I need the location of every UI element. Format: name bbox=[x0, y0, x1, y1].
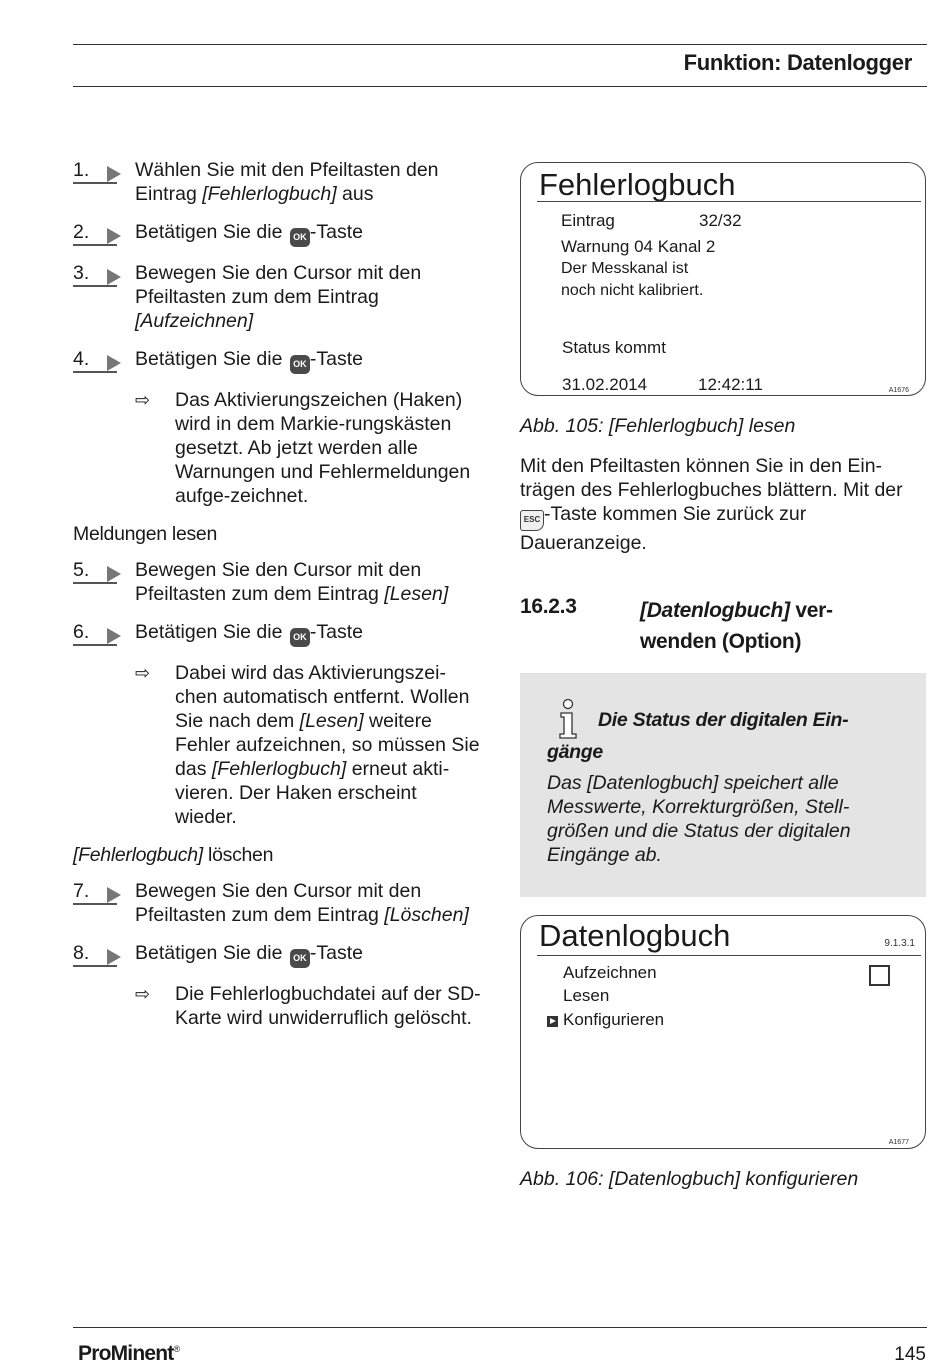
prominent-logo: ProMinent® bbox=[78, 1342, 180, 1365]
step-arrow-icon bbox=[107, 887, 121, 903]
step-arrow-icon bbox=[107, 166, 121, 182]
step-number: 1. bbox=[73, 158, 117, 184]
screen-title: Fehlerlogbuch bbox=[539, 167, 736, 202]
info-box bbox=[520, 673, 926, 897]
ok-key-icon: OK bbox=[290, 355, 310, 374]
figure-code: A1676 bbox=[888, 387, 909, 394]
step-arrow-icon bbox=[107, 355, 121, 371]
step-3: 3. Bewegen Sie den Cursor mit den Pfeiltasten zum dem Eintrag [Aufzeichnen] bbox=[73, 262, 422, 332]
screen-title-rule bbox=[537, 955, 921, 956]
selection-pointer-icon bbox=[547, 1016, 558, 1027]
menu-item-aufzeichnen[interactable]: Aufzeichnen bbox=[563, 963, 657, 982]
step-number: 5. bbox=[73, 558, 117, 584]
message-line-2: noch nicht kalibriert. bbox=[561, 282, 704, 299]
figure-caption-106: Abb. 106: [Datenlogbuch] konfigurieren bbox=[520, 1168, 859, 1190]
step-4: 4. Betätigen Sie die OK -Taste bbox=[73, 347, 483, 374]
entry-value: 32/32 bbox=[699, 211, 742, 230]
info-body: Das [Datenlogbuch] speichert alle Messwerte, Korrekturgrößen, Stell-größen und die Status der digitalen Eingänge ab. bbox=[547, 772, 851, 866]
header-bottom-rule bbox=[73, 86, 927, 87]
ok-key-icon: OK bbox=[290, 228, 310, 247]
esc-key-icon: ESC bbox=[520, 510, 544, 531]
step-arrow-icon bbox=[107, 628, 121, 644]
time-value: 12:42:11 bbox=[698, 375, 763, 394]
step-8: 8. Betätigen Sie die OK -Taste bbox=[73, 941, 483, 968]
section-heading: [Datenlogbuch] ver- wenden (Option) bbox=[640, 599, 833, 653]
info-icon bbox=[556, 699, 580, 739]
step-arrow-icon bbox=[107, 228, 121, 244]
section-heading-delete: [Fehlerlogbuch] löschen bbox=[73, 844, 274, 866]
step-7: 7. Bewegen Sie den Cursor mit den Pfeiltasten zum dem Eintrag [Löschen] bbox=[73, 880, 469, 926]
result-c: ⇨ Die Fehlerlogbuchdatei auf der SD-Karte wird unwiderruflich gelöscht. bbox=[135, 983, 481, 1029]
message-line-1: Der Messkanal ist bbox=[561, 260, 689, 277]
status-line: Status kommt bbox=[562, 338, 666, 357]
result-arrow-icon: ⇨ bbox=[135, 984, 151, 1004]
ok-key-icon: OK bbox=[290, 949, 310, 968]
step-arrow-icon bbox=[107, 566, 121, 582]
result-a: ⇨ Das Aktivierungszeichen (Haken) wird in dem Markie-rungskästen gesetzt. Ab jetzt werden alle Warnungen und Fehlermeldungen aufge-zeichnet. bbox=[135, 389, 471, 507]
screen-title-rule bbox=[537, 201, 921, 202]
step-6: 6. Betätigen Sie die OK -Taste bbox=[73, 620, 483, 647]
left-column bbox=[73, 158, 483, 1044]
step-number: 3. bbox=[73, 261, 117, 287]
paragraph-navigation: Mit den Pfeiltasten können Sie in den Ein-trägen des Fehlerlogbuches blättern. Mit der ESC -Taste kommen Sie zurück zur Daueranzeige. bbox=[520, 455, 903, 554]
result-arrow-icon: ⇨ bbox=[135, 663, 151, 683]
step-number: 7. bbox=[73, 879, 117, 905]
step-arrow-icon bbox=[107, 949, 121, 965]
page-number: 145 bbox=[894, 1344, 926, 1365]
date-value: 31.02.2014 bbox=[562, 375, 648, 394]
result-arrow-icon: ⇨ bbox=[135, 390, 151, 410]
ok-key-icon: OK bbox=[290, 628, 310, 647]
step-arrow-icon bbox=[107, 269, 121, 285]
section-number: 16.2.3 bbox=[520, 595, 577, 618]
menu-item-lesen[interactable]: Lesen bbox=[563, 986, 610, 1005]
figure-code: A1677 bbox=[888, 1139, 909, 1146]
aufzeichnen-checkbox[interactable] bbox=[869, 965, 890, 986]
page-header-title: Funktion: Datenlogger bbox=[683, 50, 912, 75]
fehlerlogbuch-screen bbox=[520, 162, 926, 396]
step-5: 5. Bewegen Sie den Cursor mit den Pfeiltasten zum dem Eintrag [Lesen] bbox=[73, 559, 449, 605]
step-number: 2. bbox=[73, 220, 117, 246]
step-number: 6. bbox=[73, 620, 117, 646]
warning-line: Warnung 04 Kanal 2 bbox=[561, 237, 716, 256]
menu-version: 9.1.3.1 bbox=[884, 938, 915, 949]
step-number: 4. bbox=[73, 347, 117, 373]
datenlogbuch-screen bbox=[520, 915, 926, 1149]
header-top-rule bbox=[73, 44, 927, 45]
info-title-line-2: gänge bbox=[547, 741, 603, 763]
result-b: ⇨ Dabei wird das Aktivierungszei-chen automatisch entfernt. Wollen Sie nach dem [Lesen] weitere Fehler aufzeichnen, so müssen Sie das [Fehlerlogbuch] erneut akti-vieren. Der Haken erscheint wieder. bbox=[135, 662, 480, 828]
footer-rule bbox=[73, 1327, 927, 1328]
info-title-line-1: Die Status der digitalen Ein- bbox=[598, 709, 849, 731]
step-number: 8. bbox=[73, 941, 117, 967]
screen-title: Datenlogbuch bbox=[539, 918, 731, 953]
entry-label: Eintrag bbox=[561, 211, 615, 230]
menu-item-konfigurieren[interactable]: Konfigurieren bbox=[563, 1010, 665, 1029]
step-1: 1. Wählen Sie mit den Pfeiltasten den Eintrag [Fehlerlogbuch] aus bbox=[73, 159, 439, 205]
section-heading-read: Meldungen lesen bbox=[73, 523, 218, 545]
step-2: 2. Betätigen Sie die OK -Taste bbox=[73, 220, 483, 247]
figure-caption-105: Abb. 105: [Fehlerlogbuch] lesen bbox=[520, 415, 796, 437]
